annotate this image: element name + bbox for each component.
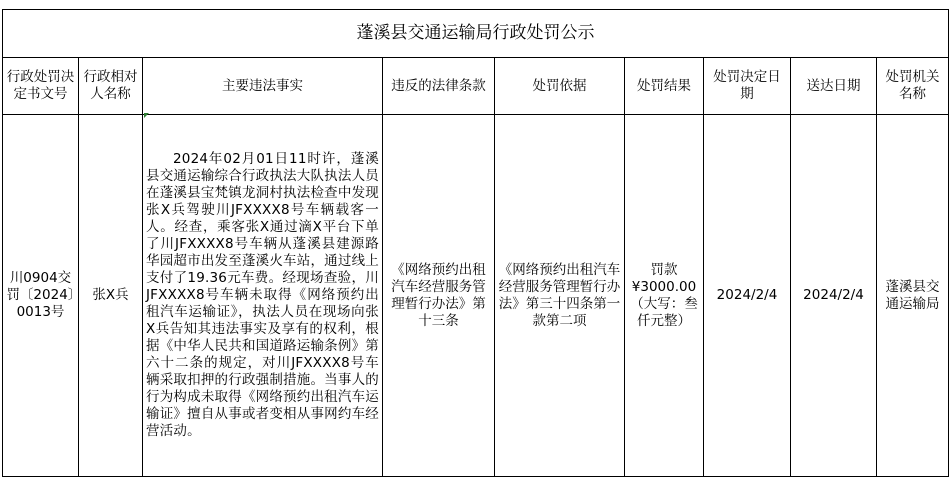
cell-law[interactable]: 《网络预约出租汽车经营服务管理暂行办法》第十三条 xyxy=(383,115,495,477)
result-type: 罚款 xyxy=(650,261,678,278)
cell-authority[interactable]: 蓬溪县交通运输局 xyxy=(877,115,949,477)
cell-decision-date[interactable]: 2024/2/4 xyxy=(704,115,791,477)
table-title[interactable]: 蓬溪县交通运输局行政处罚公示 xyxy=(3,10,949,58)
table-row xyxy=(3,115,949,477)
penalty-table xyxy=(2,9,949,477)
cell-doc-no[interactable]: 川0904交罚〔2024〕0013号 xyxy=(3,115,79,477)
header-party[interactable]: 行政相对人名称 xyxy=(79,58,143,115)
header-facts[interactable]: 主要违法事实 xyxy=(143,58,383,115)
header-law[interactable]: 违反的法律条款 xyxy=(383,58,495,115)
result-amount-words: （大写：叁仟元整） xyxy=(630,295,698,329)
header-basis[interactable]: 处罚依据 xyxy=(495,58,625,115)
cell-delivery-date[interactable]: 2024/2/4 xyxy=(791,115,877,477)
header-delivery-date[interactable]: 送达日期 xyxy=(791,58,877,115)
title-row xyxy=(3,10,949,58)
cell-basis[interactable]: 《网络预约出租汽车经营服务管理暂行办法》第三十四条第一款第二项 xyxy=(495,115,625,477)
facts-text: 2024年02月01日11时许，蓬溪县交通运输综合行政执法大队执法人员在蓬溪县宝梵镇龙洞村执法检查中发现张X兵驾驶川JFXXXX8号车辆载客一人。经查，乘客张X通过滴X平台下单了川JFXXXX8号车辆从蓬溪县建源路华园超市出发至蓬溪火车站，通过线上支付了19.36元车费。经现场查验，川JFXXXX8号车辆未取得《网络预约出租汽车运输证》，执法人员在现场向张X兵告知其违法事实及享有的权利，根据《中华人民共和国道路运输条例》第六十二条的规定，对川JFXXXX8号车辆采取扣押的行政强制措施。当事人的行为构成未取得《网络预约出租汽车运输证》擅自从事或者变相从事网约车经营活动。 xyxy=(146,151,379,439)
header-decision-date[interactable]: 处罚决定日期 xyxy=(704,58,791,115)
result-amount: ¥3000.00 xyxy=(631,278,697,295)
cell-party[interactable]: 张X兵 xyxy=(79,115,143,477)
header-result[interactable]: 处罚结果 xyxy=(625,58,704,115)
cell-facts[interactable] xyxy=(143,115,383,477)
header-doc-no[interactable]: 行政处罚决定书文号 xyxy=(3,58,79,115)
cell-result[interactable] xyxy=(625,115,704,477)
cell-comment-marker-icon xyxy=(144,113,149,118)
header-row xyxy=(3,58,949,115)
header-authority[interactable]: 处罚机关名称 xyxy=(877,58,949,115)
